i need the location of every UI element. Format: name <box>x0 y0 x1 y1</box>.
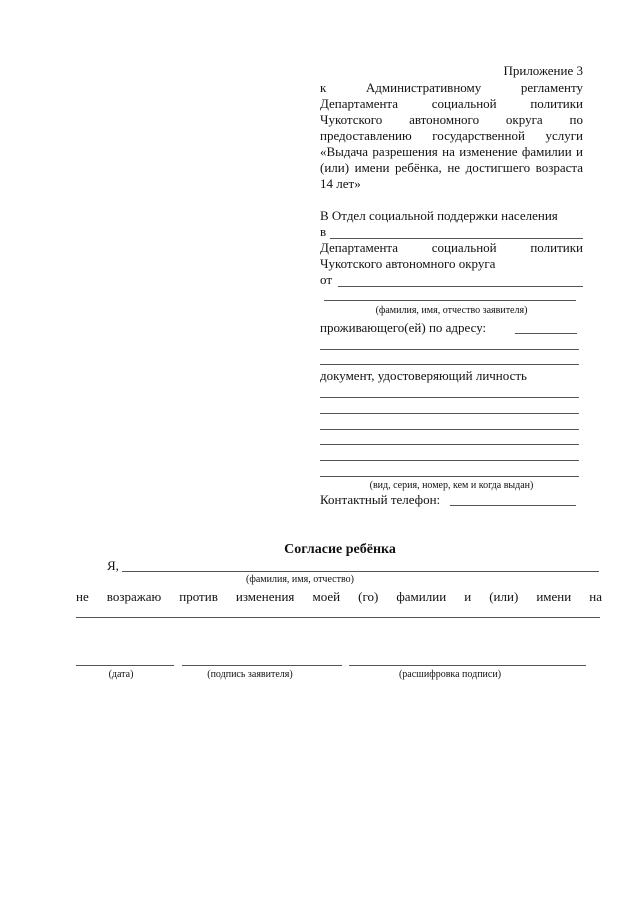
signature-decryption-field[interactable] <box>349 665 586 666</box>
document-field-4[interactable] <box>320 444 579 445</box>
appendix-text: к Административному регламенту Департамента социальной политики Чукотского автономного округа по предоставлению государственной услуги «Выдача разрешения на изменение фамилии и (или) имени ребёнка, не достигшего возраста 14 лет» <box>320 80 583 191</box>
new-name-field[interactable] <box>76 617 600 618</box>
ya-prefix: Я, <box>107 558 119 573</box>
from-prefix: от <box>320 272 333 287</box>
document-field-5[interactable] <box>320 460 579 461</box>
date-field[interactable] <box>76 665 174 666</box>
applicant-name-field[interactable] <box>324 300 576 301</box>
signature-field[interactable] <box>182 665 342 666</box>
document-label: документ, удостоверяющий личность <box>320 368 527 383</box>
department-name-field[interactable] <box>330 238 583 239</box>
address-field-1[interactable] <box>515 333 577 334</box>
document-field-2[interactable] <box>320 413 579 414</box>
v-prefix: в <box>320 224 327 239</box>
document-caption: (вид, серия, номер, кем и когда выдан) <box>369 480 534 491</box>
applicant-name-caption: (фамилия, имя, отчество заявителя) <box>375 305 528 316</box>
address-field-3[interactable] <box>320 364 579 365</box>
department-line-4: Чукотского автономного округа <box>320 256 496 271</box>
phone-label: Контактный телефон: <box>320 492 441 507</box>
residing-label: проживающего(ей) по адресу: <box>320 320 487 335</box>
document-field-1[interactable] <box>320 397 579 398</box>
child-fio-caption: (фамилия, имя, отчество) <box>246 574 354 585</box>
consent-statement: не возражаю против изменения моей (го) фамилии и (или) имени на <box>76 589 602 604</box>
date-caption: (дата) <box>108 669 134 680</box>
department-line-3: Департамента социальной политики <box>320 240 583 255</box>
document-field-3[interactable] <box>320 429 579 430</box>
department-line-1: В Отдел социальной поддержки населения <box>320 208 558 223</box>
from-field[interactable] <box>338 286 583 287</box>
phone-field[interactable] <box>450 505 576 506</box>
document-field-6[interactable] <box>320 476 579 477</box>
address-field-2[interactable] <box>320 349 579 350</box>
child-fio-field[interactable] <box>122 571 599 572</box>
signature-caption: (подпись заявителя) <box>207 669 293 680</box>
appendix-title: Приложение 3 <box>503 63 583 78</box>
consent-title: Согласие ребёнка <box>284 542 396 557</box>
signature-decryption-caption: (расшифровка подписи) <box>398 669 502 680</box>
